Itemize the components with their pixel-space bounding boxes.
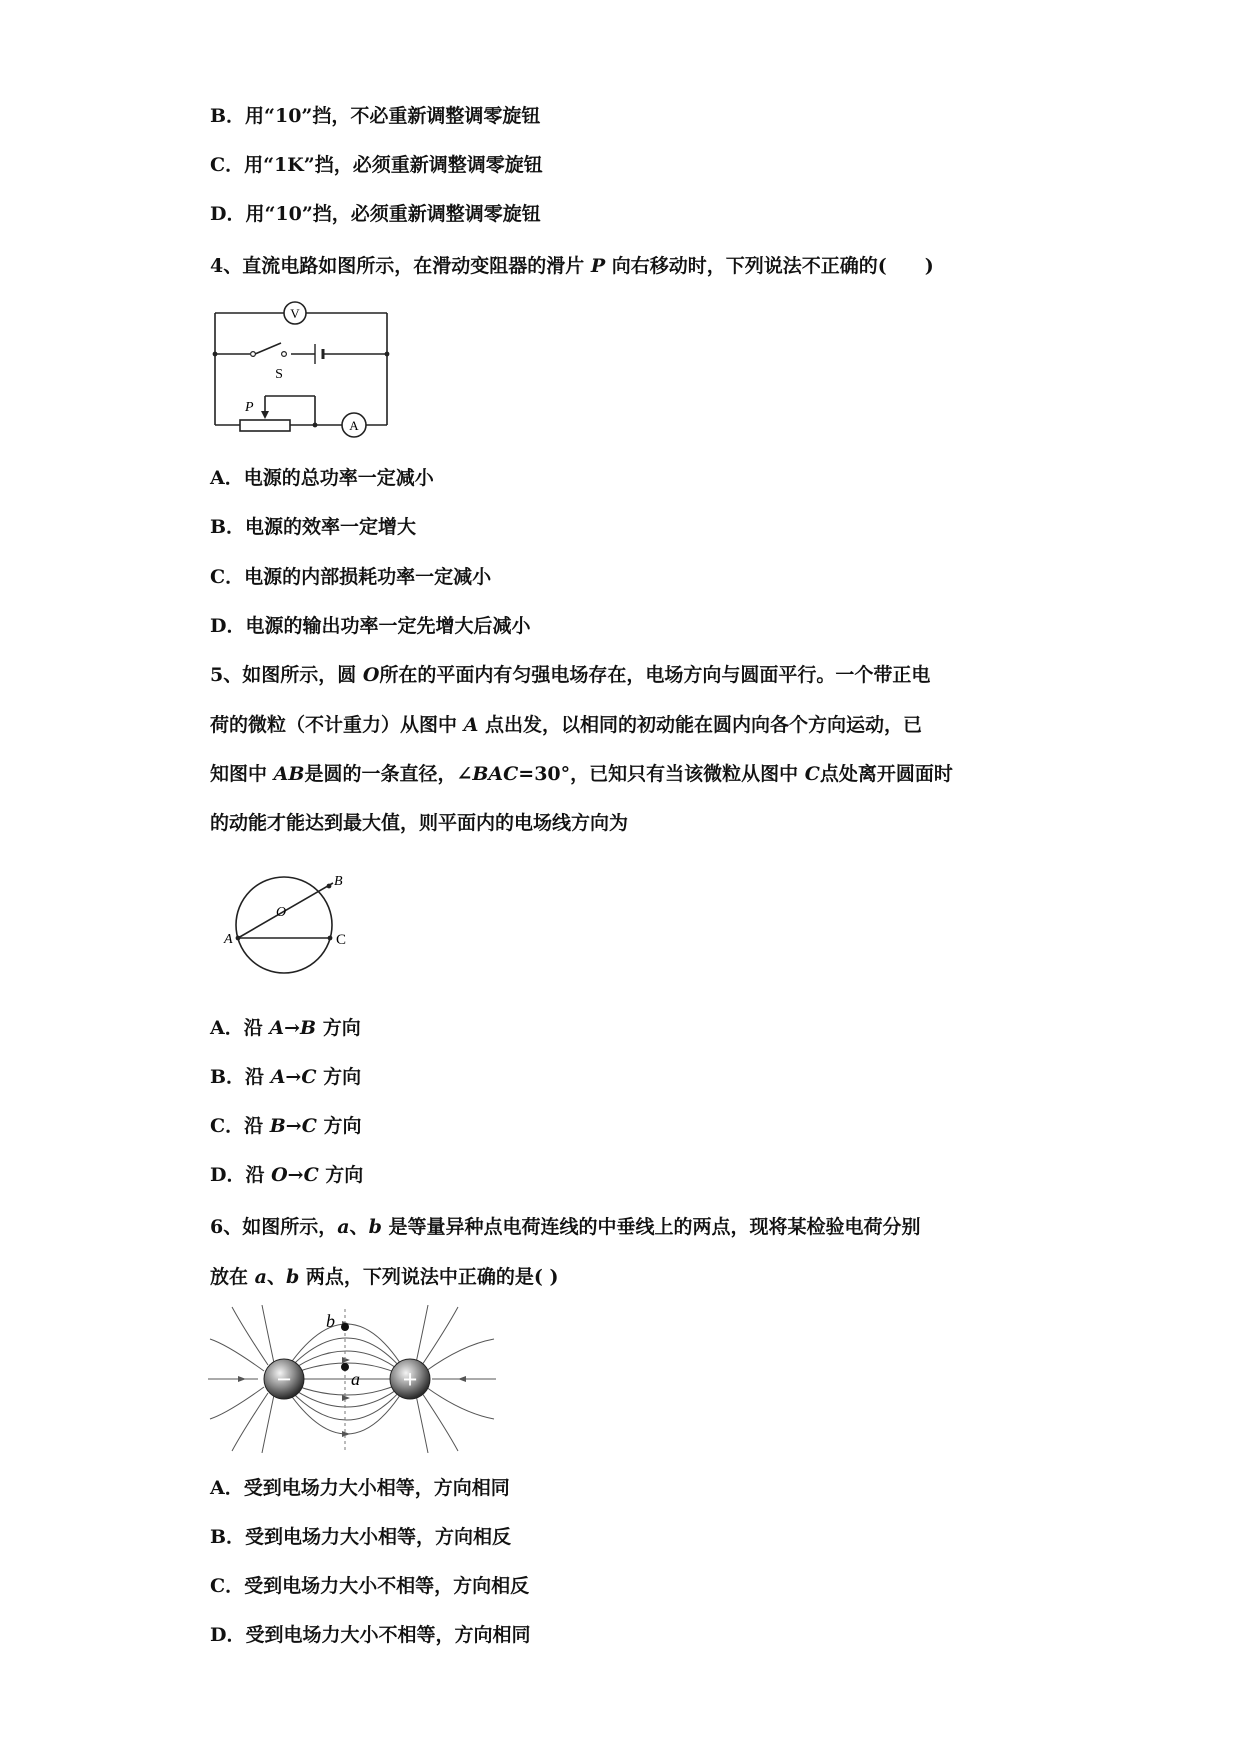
q5-option-c: C．沿 B→C 方向 — [210, 1115, 362, 1137]
q6-dipole-field-diagram — [208, 1305, 498, 1453]
q5-option-b: B．沿 A→C 方向 — [210, 1066, 362, 1088]
q5-stem-line-3: 知图中 AB是圆的一条直径，∠BAC=30°，已知只有当该微粒从图中 C点处离开圆面时 — [210, 763, 953, 785]
q6-option-d: D．受到电场力大小不相等，方向相同 — [210, 1624, 531, 1646]
positive-sign: + — [402, 1365, 418, 1394]
q5-option-d: D．沿 O→C 方向 — [210, 1164, 364, 1186]
q5-stem-line-4: 的动能才能达到最大值，则平面内的电场线方向为 — [210, 812, 629, 834]
point-o-label: O — [276, 905, 287, 920]
q4-option-b: B．电源的效率一定增大 — [210, 516, 417, 538]
q3-option-d: D．用“10”挡，必须重新调整调零旋钮 — [210, 203, 541, 225]
q4-option-c: C．电源的内部损耗功率一定减小 — [210, 566, 492, 588]
q5-stem-line-1: 5、如图所示，圆 O所在的平面内有匀强电场存在，电场方向与圆面平行。一个带正电 — [210, 664, 931, 686]
q6-option-a: A．受到电场力大小相等，方向相同 — [210, 1477, 510, 1499]
switch-label: S — [275, 367, 283, 382]
q4-option-d: D．电源的输出功率一定先增大后减小 — [210, 615, 531, 637]
point-a — [341, 1363, 349, 1371]
q6-stem-line-1: 6、如图所示，a、b 是等量异种点电荷连线的中垂线上的两点，现将某检验电荷分别 — [210, 1216, 921, 1238]
q5-circle-diagram — [222, 870, 362, 980]
voltmeter-label: V — [290, 306, 300, 321]
q4-stem: 4、直流电路如图所示，在滑动变阻器的滑片 P 向右移动时，下列说法不正确的( ) — [210, 255, 934, 277]
point-a-label: A — [224, 932, 233, 947]
point-b-label: b — [326, 1311, 335, 1331]
q3-option-b: B．用“10”挡，不必重新调整调零旋钮 — [210, 105, 541, 127]
ammeter-label: A — [349, 418, 359, 433]
slider-label: P — [245, 400, 254, 415]
q5-option-a: A．沿 A→B 方向 — [210, 1017, 361, 1039]
negative-sign: − — [276, 1365, 292, 1394]
point-b — [341, 1323, 349, 1331]
q6-stem-line-2: 放在 a、b 两点，下列说法中正确的是( ) — [210, 1266, 559, 1288]
q4-option-a: A．电源的总功率一定减小 — [210, 467, 434, 489]
q6-option-b: B．受到电场力大小相等，方向相反 — [210, 1526, 512, 1548]
q3-option-c: C．用“1K”挡，必须重新调整调零旋钮 — [210, 154, 543, 176]
q6-option-c: C．受到电场力大小不相等，方向相反 — [210, 1575, 530, 1597]
point-a-label: a — [351, 1369, 360, 1389]
point-b-label: B — [334, 874, 343, 889]
point-c-label: C — [336, 932, 347, 948]
q4-circuit-diagram — [205, 298, 405, 438]
q5-stem-line-2: 荷的微粒（不计重力）从图中 A 点出发，以相同的初动能在圆内向各个方向运动，已 — [210, 714, 922, 736]
